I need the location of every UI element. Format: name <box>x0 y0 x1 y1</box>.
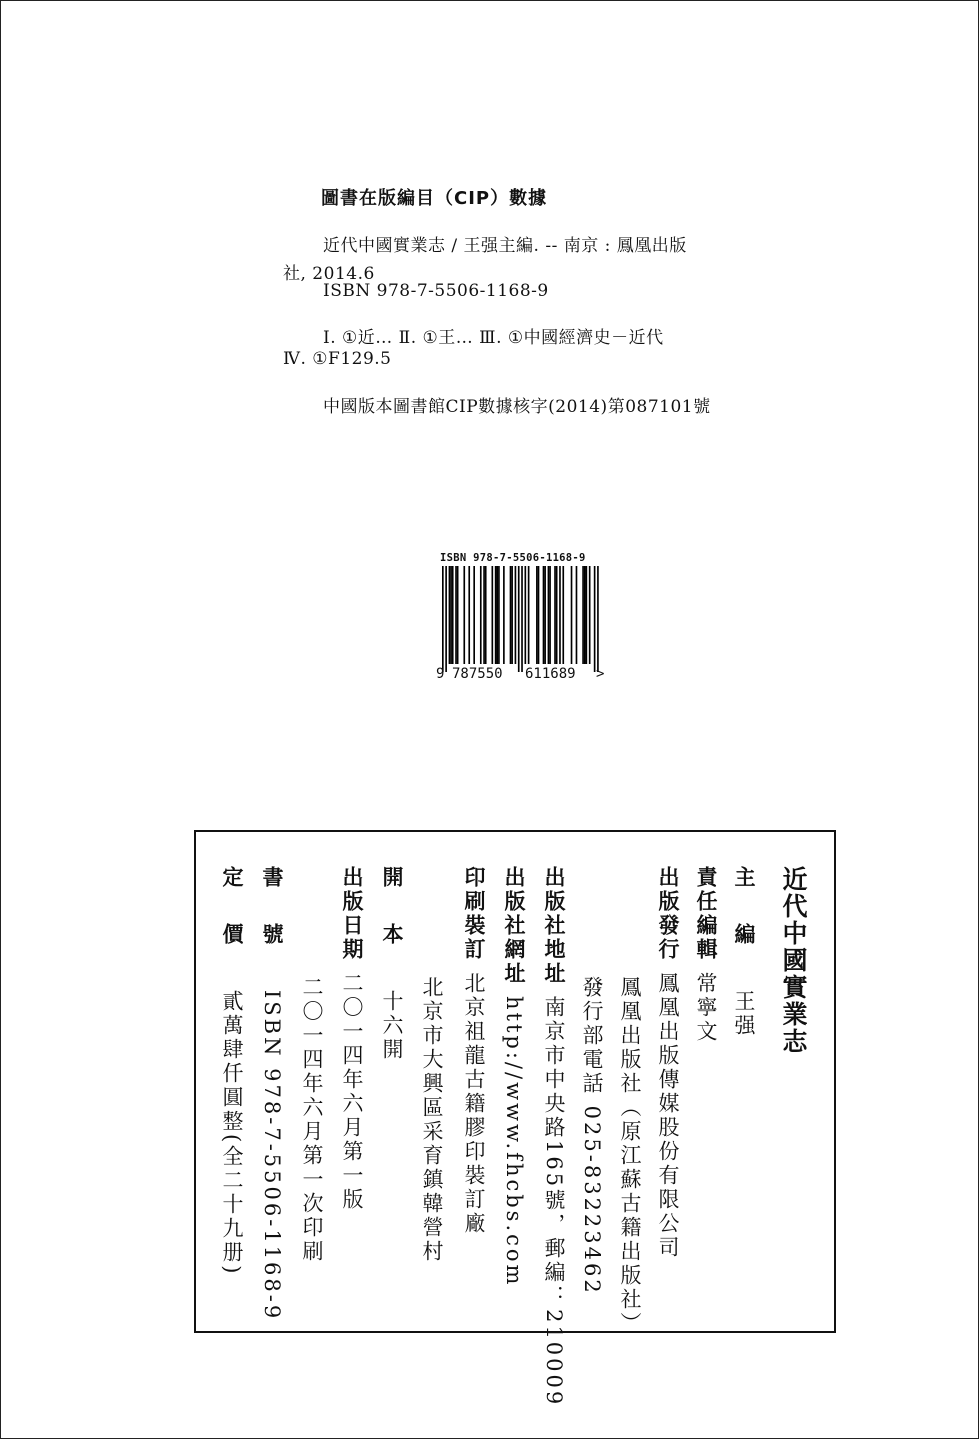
website-label: 出版社網址 <box>502 866 526 986</box>
barcode-bar <box>521 566 523 672</box>
price-value: 貳萬肆仟圓整(全二十九册) <box>220 990 244 1277</box>
cip-isbn: ISBN 978-7-5506-1168-9 <box>323 281 549 301</box>
barcode-bar <box>586 566 588 664</box>
barcode-bar <box>518 566 520 672</box>
colophon-price <box>221 866 242 1276</box>
colophon-format <box>381 866 402 1062</box>
barcode-bar <box>528 566 530 664</box>
isbn-value: ISBN 978-7-5506-1168-9 <box>260 990 284 1322</box>
colophon-box <box>194 830 836 1408</box>
printer-label: 印刷裝訂 <box>462 866 486 962</box>
isbn-barcode <box>436 552 616 687</box>
barcode-bar <box>515 566 517 664</box>
cip-line-5: Ⅳ. ①F129.5 <box>283 349 392 369</box>
date-line-1: 二〇一四年六月第一版 <box>340 972 364 1212</box>
editor-label: 主編 <box>732 866 756 980</box>
colophon-date <box>341 866 362 1212</box>
date-label: 出版日期 <box>340 866 364 962</box>
cip-record-number: 中國版本圖書館CIP數據核字(2014)第087101號 <box>323 397 711 417</box>
format-label: 開本 <box>380 866 404 980</box>
printer-line-1: 北京祖龍古籍膠印裝訂廠 <box>462 972 486 1236</box>
barcode-bar <box>576 566 578 664</box>
barcode-bar <box>442 566 444 672</box>
barcode-bar <box>455 566 457 664</box>
colophon-isbn <box>261 866 282 1321</box>
barcode-bar <box>556 566 558 664</box>
resp-editor-value: 常寧文 <box>694 972 718 1044</box>
barcode-bar <box>511 566 513 664</box>
publisher-line-1: 鳳凰出版傳媒股份有限公司 <box>656 972 680 1260</box>
barcode-bar <box>503 566 505 664</box>
colophon-printer <box>463 866 484 1236</box>
barcode-bar <box>483 566 485 664</box>
colophon-website <box>503 866 524 1287</box>
barcode-bars <box>442 566 612 678</box>
barcode-bar <box>562 566 564 664</box>
barcode-bar <box>597 566 599 672</box>
date-line-2: 二〇一四年六月第一次印刷 <box>300 976 324 1264</box>
barcode-bar <box>450 566 452 664</box>
address-value: 南京市中央路165號，郵編：210009 <box>542 996 566 1408</box>
colophon-publisher <box>657 866 678 1260</box>
colophon-editor <box>733 866 754 1038</box>
cip-line-2: 社, 2014.6 <box>283 264 375 284</box>
barcode-bar <box>496 566 498 664</box>
cip-line-4: Ⅰ. ①近… Ⅱ. ①王… Ⅲ. ①中國經濟史－近代 <box>323 328 664 348</box>
cip-block <box>0 0 979 460</box>
barcode-arrow: > <box>596 666 605 682</box>
barcode-bar <box>536 566 538 664</box>
barcode-bar <box>452 566 454 664</box>
barcode-bar <box>589 566 591 664</box>
barcode-bar <box>525 566 527 664</box>
book-title: 近代中國實業志 <box>779 866 808 1055</box>
barcode-bar <box>445 566 447 672</box>
barcode-bar <box>549 566 551 664</box>
publisher-phone: 發行部電話 025-83223462 <box>580 976 604 1296</box>
barcode-bar <box>495 566 497 664</box>
isbn-label: 書號 <box>260 866 284 980</box>
cip-line-1: 近代中國實業志 / 王强主編. -- 南京 : 鳳凰出版 <box>323 236 687 256</box>
publisher-label: 出版發行 <box>656 866 680 962</box>
website-value: http://www.fhcbs.com <box>502 996 526 1288</box>
barcode-bar <box>492 566 494 664</box>
barcode-bar <box>457 566 459 664</box>
barcode-bar <box>548 566 550 664</box>
barcode-digits-left: 787550 <box>452 666 503 682</box>
barcode-bar <box>473 566 475 664</box>
barcode-bar <box>480 566 482 664</box>
barcode-bar <box>468 566 470 664</box>
barcode-bar <box>584 566 586 664</box>
barcode-digits-right: 611689 <box>525 666 576 682</box>
barcode-isbn-label: ISBN 978-7-5506-1168-9 <box>440 552 586 564</box>
barcode-bar <box>582 566 584 664</box>
publisher-line-2: 鳳凰出版社（原江蘇古籍出版社） <box>618 976 642 1336</box>
resp-editor-label: 責任編輯 <box>694 866 718 962</box>
colophon-address <box>543 866 564 1407</box>
barcode-bar <box>544 566 546 664</box>
barcode-bar <box>449 566 451 664</box>
cip-heading: 圖書在版編目（CIP）數據 <box>321 188 548 209</box>
address-label: 出版社地址 <box>542 866 566 986</box>
barcode-bar <box>543 566 545 664</box>
barcode-bar <box>538 566 540 664</box>
editor-value: 王强 <box>732 990 756 1038</box>
barcode-bar <box>485 566 487 664</box>
barcode-bar <box>559 566 561 664</box>
barcode-bar <box>594 566 596 672</box>
barcode-bar <box>571 566 573 664</box>
barcode-digit-lead: 9 <box>436 666 445 682</box>
barcode-bar <box>498 566 500 664</box>
barcode-bar <box>463 566 465 664</box>
barcode-bar <box>510 566 512 664</box>
price-label: 定價 <box>220 866 244 980</box>
barcode-bar <box>554 566 556 664</box>
format-value: 十六開 <box>380 990 404 1062</box>
colophon-resp-editor <box>695 866 716 1044</box>
printer-line-2: 北京市大興區采育鎮韓營村 <box>420 976 444 1264</box>
